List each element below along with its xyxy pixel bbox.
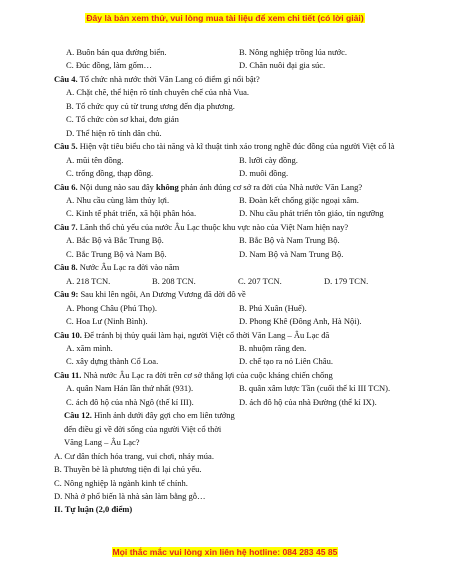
option-c: C. 207 TCN. [238, 275, 282, 286]
question-8: Câu 8. Nước Âu Lạc ra đời vào năm [54, 262, 180, 273]
option-d: D. ách đô hộ của nhà Đường (thế kỉ IX). [239, 396, 377, 407]
option-d: D. Phong Khê (Đông Anh, Hà Nội). [239, 316, 362, 327]
option-a: A. xăm mình. [66, 342, 113, 353]
option-d: D. Thể hiện rõ tính dân chủ. [66, 127, 162, 138]
preview-notice-banner: Đây là bản xem thử, vui lòng mua tài liệu để xem chi tiết (có lời giải) [86, 13, 364, 23]
question-5: Câu 5. Hiện vật tiêu biểu cho tài năng và kĩ thuật tinh xảo trong nghề đúc đồng của người Việt cổ là [54, 141, 395, 152]
option-d: D. Chăn nuôi đại gia súc. [239, 60, 326, 71]
question-11: Câu 11. Nhà nước Âu Lạc ra đời trên cơ sở thắng lợi của cuộc kháng chiến chống [54, 369, 333, 380]
option-c: C. Tổ chức còn sơ khai, đơn giản [66, 114, 179, 125]
options-row [54, 315, 400, 328]
question-4: Câu 4. Tổ chức nhà nước thời Văn Lang có điểm gì nổi bật? [54, 73, 260, 84]
options-row [54, 248, 400, 261]
option-d: D. Nhà ở phổ biến là nhà sàn làm bằng gỗ… [54, 490, 206, 501]
option-d: D. Nam Bộ và Nam Trung Bộ. [239, 248, 344, 259]
hotline-banner: Mọi thắc mắc vui lòng xin liên hệ hotline: 084 283 45 85 [112, 547, 338, 557]
options-row [54, 207, 400, 220]
option-d: D. Nhu cầu phát triển tôn giáo, tín ngưỡng [239, 208, 384, 219]
option-a: A. Phong Châu (Phú Thọ). [66, 302, 157, 313]
option-b: B. nhuộm răng đen. [239, 342, 307, 353]
option-b: B. Tổ chức quy củ từ trung ương đến địa phương. [66, 100, 235, 111]
option-b: B. Đoàn kết chống giặc ngoại xâm. [239, 194, 359, 205]
option-a: A. Buôn bán qua đường biển. [66, 47, 167, 57]
question-9: Câu 9: Sau khi lên ngôi, An Dương Vương đã dời đô về [54, 289, 246, 300]
options-row [54, 342, 400, 355]
question-10: Câu 10. Để tránh bị thủy quái làm hại, người Việt cổ thời Văn Lang – Âu Lạc đã [54, 329, 330, 340]
option-c: C. xây dựng thành Cổ Loa. [66, 356, 159, 367]
option-c: C. Hoa Lư (Ninh Bình). [66, 316, 148, 327]
options-row [54, 167, 400, 180]
option-c: C. Bắc Trung Bộ và Nam Bộ. [66, 248, 167, 259]
option-c: C. Đúc đồng, làm gốm… [66, 60, 152, 71]
options-row [54, 154, 400, 167]
option-a: A. mũi tên đồng. [66, 154, 124, 165]
option-a: A. Cư dân thích hóa trang, vui chơi, nhảy múa. [54, 450, 214, 461]
option-c: C. Nông nghiệp là ngành kinh tế chính. [54, 477, 188, 488]
option-c: C. Kinh tế phát triển, xã hội phân hóa. [66, 208, 197, 219]
question-12: Câu 12. Hình ảnh dưới đây gợi cho em liên tưởng đến điều gì về đời sống của người Việt cổ thời Văng Lang – Âu Lạc? [64, 410, 235, 448]
option-b: B. Bắc Bộ và Nam Trung Bộ. [239, 235, 340, 246]
option-d: D. 179 TCN. [324, 275, 369, 286]
options-row [54, 59, 400, 72]
options-row [54, 355, 400, 368]
option-a: A. Bắc Bộ và Bắc Trung Bộ. [66, 235, 164, 246]
option-c: C. trống đồng, thạp đồng. [66, 168, 154, 179]
option-b: B. Phú Xuân (Huế). [239, 302, 307, 313]
option-d: D. chế tạo ra nỏ Liên Châu. [239, 356, 333, 367]
option-b: B. Thuyền bè là phương tiện đi lại chủ yếu. [54, 464, 202, 475]
options-row [54, 275, 400, 288]
section-heading: II. Tự luận (2,0 điểm) [54, 504, 133, 515]
document-body [54, 46, 400, 517]
options-row [54, 46, 400, 59]
options-row [54, 302, 400, 315]
option-a: A. Chặt chẽ, thể hiện rõ tính chuyên chế của nhà Vua. [66, 87, 249, 98]
options-row [54, 382, 400, 395]
question-6: Câu 6. Nội dung nào sau đây không phản ánh đúng cơ sở ra đời của Nhà nước Văn Lang? [54, 181, 363, 192]
options-row [54, 234, 400, 247]
options-row [54, 396, 400, 409]
option-c: C. ách đô hộ của nhà Ngô (thế kỉ III). [66, 396, 194, 407]
option-d: D. muôi đồng. [239, 168, 289, 179]
option-a: A. quân Nam Hán lần thứ nhất (931). [66, 383, 194, 394]
question-7: Câu 7. Lãnh thổ chủ yếu của nước Âu Lạc thuộc khu vực nào của Việt Nam hiện nay? [54, 221, 349, 232]
option-b: B. lưỡi cày đồng. [239, 154, 298, 165]
option-a: A. Nhu cầu cùng làm thủy lợi. [66, 194, 170, 205]
option-b: B. 208 TCN. [152, 275, 196, 286]
option-a: A. 218 TCN. [66, 275, 111, 286]
option-b: B. quân xâm lược Tần (cuối thế kỉ III TCN). [239, 383, 391, 394]
options-row [54, 194, 400, 207]
option-b: B. Nông nghiệp trồng lúa nước. [239, 47, 348, 57]
